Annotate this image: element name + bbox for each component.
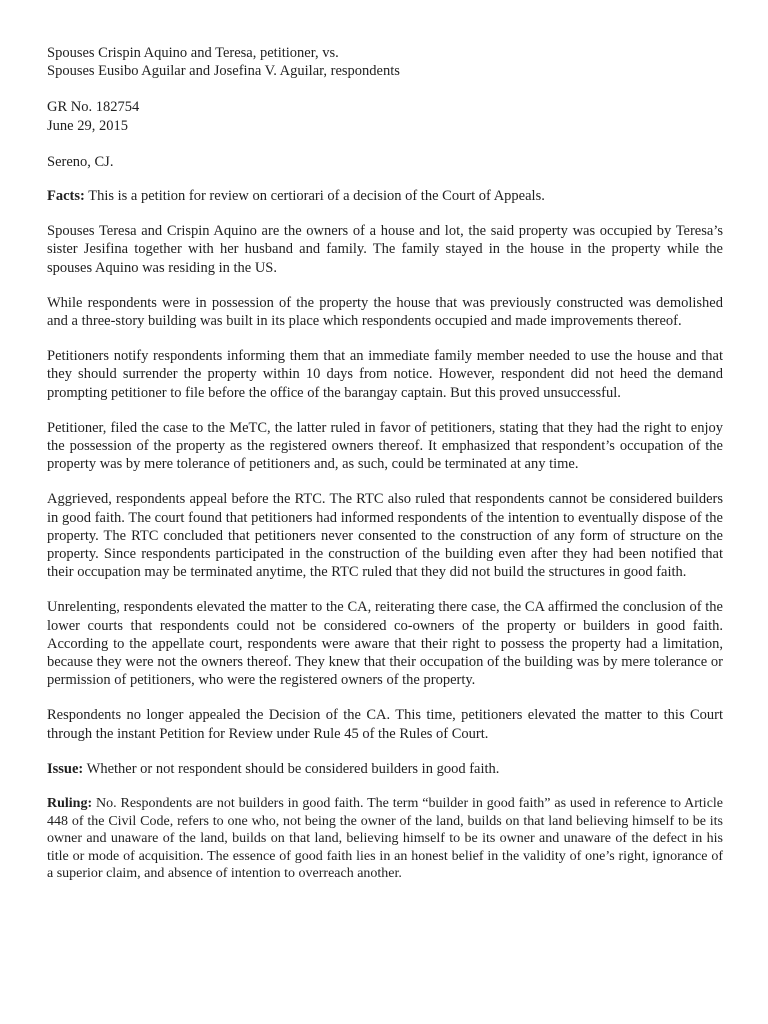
ponente bbox=[47, 153, 723, 171]
facts-paragraph: Petitioner, filed the case to the MeTC, the latter ruled in favor of petitioners, stating that they had the right to enjoy the possession of the property as the registered owners thereof. It emphasized that respondent’s occupation of the property was by mere tolerance of petitioners and, as such, could be terminated at any time. bbox=[47, 419, 723, 473]
case-reference bbox=[47, 98, 723, 134]
facts-intro bbox=[47, 187, 723, 205]
facts-label: Facts: bbox=[47, 188, 85, 205]
decision-date: June 29, 2015 bbox=[47, 117, 128, 134]
facts-paragraph: Aggrieved, respondents appeal before the RTC. The RTC also ruled that respondents cannot be considered builders in good faith. The court found that petitioners had informed respondents of the intention to eventually dispose of the property. The RTC concluded that petitioners never consented to the construction of any form of structure on the property. Since respondents participated in the construction of the building even after they had been notified that their occupation may be terminated anytime, the RTC ruled that they did not build the structures in good faith. bbox=[47, 491, 723, 581]
facts-paragraph: Petitioners notify respondents informing them that an immediate family member needed to use the house and that they should surrender the property within 10 days from notice. However, respondent did not heed the demand prompting petitioner to file before the office of the barangay captain. But this proved unsuccessful. bbox=[47, 348, 723, 401]
gr-number: GR No. 182754 bbox=[47, 99, 140, 116]
ruling-label: Ruling: bbox=[47, 796, 93, 812]
case-title-line-1: Spouses Crispin Aquino and Teresa, petitioner, vs. bbox=[47, 45, 339, 61]
issue-text: Whether or not respondent should be considered builders in good faith. bbox=[86, 760, 500, 777]
facts-paragraph: Spouses Teresa and Crispin Aquino are the owners of a house and lot, the said property was occupied by Teresa’s sister Jesifina together with her husband and family. The family stayed in the house in the property while the spouses Aquino was residing in the US. bbox=[47, 223, 723, 276]
issue-paragraph bbox=[47, 760, 723, 778]
case-caption bbox=[47, 44, 723, 80]
ruling-paragraph bbox=[47, 795, 723, 883]
facts-paragraph: Unrelenting, respondents elevated the matter to the CA, reiterating there case, the CA affirmed the conclusion of the lower courts that respondents could not be considered co-owners of the property or builders in good faith. According to the appellate court, respondents were aware that their right to possess the property had a limitation, because they were not the owners thereof. They knew that their occupation of the building was by mere tolerance or permission of petitioners, who were the registered owners of the property. bbox=[47, 599, 723, 689]
facts-intro-text: This is a petition for review on certiorari of a decision of the Court of Appeals. bbox=[88, 188, 545, 205]
facts-paragraph: While respondents were in possession of the property the house that was previously constructed was demolished and a three-story building was built in its place which respondents occupied and made improvements thereof. bbox=[47, 294, 723, 330]
document-page bbox=[47, 44, 723, 900]
issue-label: Issue: bbox=[47, 760, 84, 777]
ponente-name: Sereno, CJ. bbox=[47, 153, 114, 170]
facts-paragraph: Respondents no longer appealed the Decision of the CA. This time, petitioners elevated the matter to this Court through the instant Petition for Review under Rule 45 of the Rules of Court. bbox=[47, 707, 723, 742]
case-title-line-2: Spouses Eusibo Aguilar and Josefina V. Aguilar, respondents bbox=[47, 63, 400, 80]
ruling-text: No. Respondents are not builders in good faith. The term “builder in good faith” as used in reference to Article 448 of the Civil Code, refers to one who, not being the owner of the land, builds on that land believing himself to be its owner and unaware of the land, builds on that land, believing himself to be its owner and unaware of the defect in his title or mode of acquisition. The essence of good faith lies in an honest belief in the validity of one’s right, ignorance of a superior claim, and absence of intention to overreach another. bbox=[47, 796, 724, 882]
